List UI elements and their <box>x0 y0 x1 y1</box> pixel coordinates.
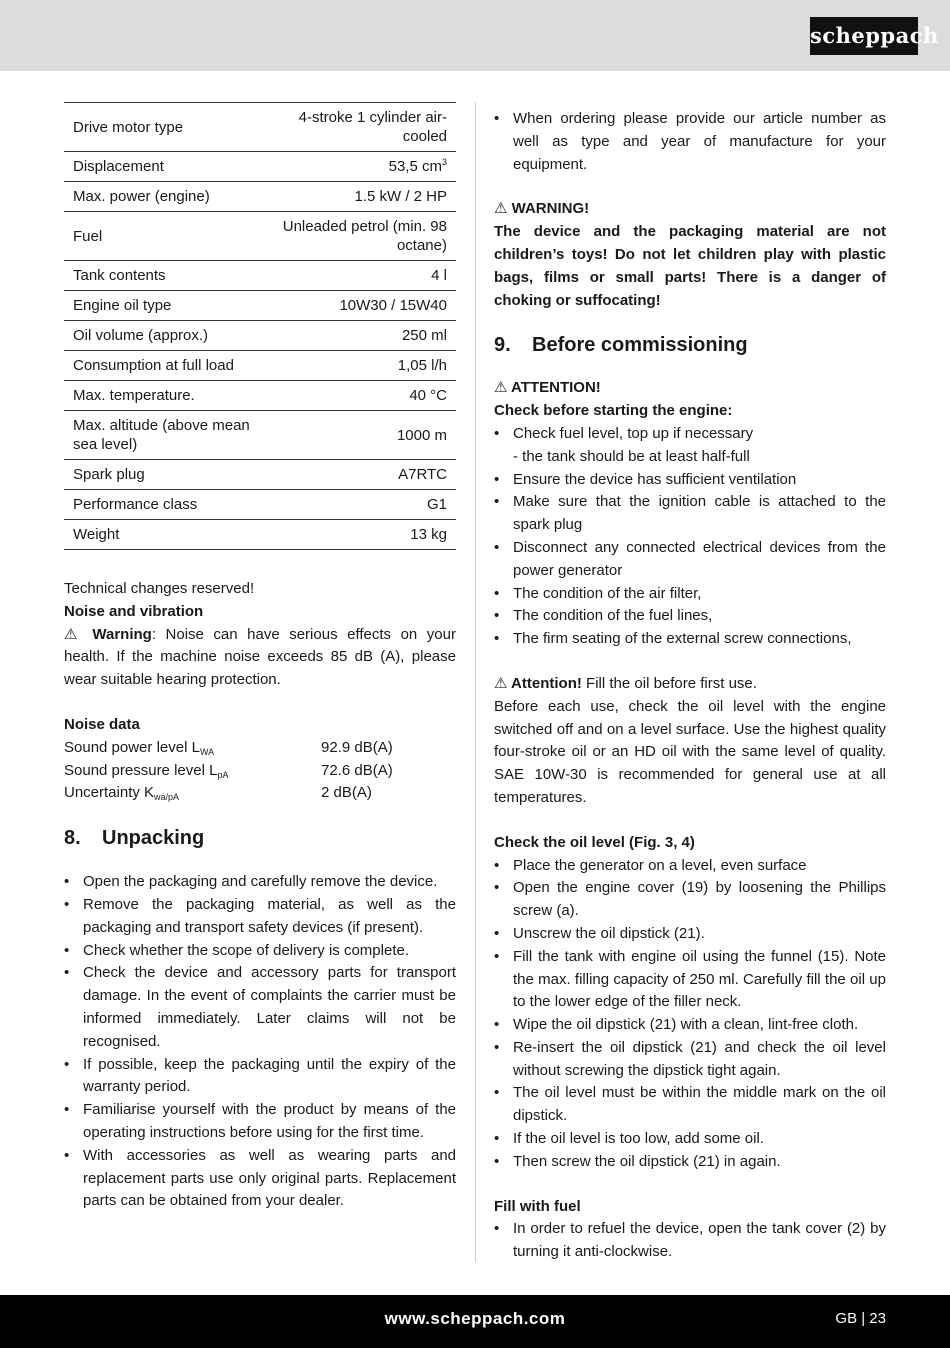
list-item: • In order to refuel the device, open the tank cover (2) by turning it anti-clockwise. <box>494 1220 886 1261</box>
list-item: • If the oil level is too low, add some oil. <box>494 1130 764 1148</box>
spec-value: A7RTC <box>263 460 456 490</box>
attention-note <box>494 673 886 696</box>
spec-label: Consumption at full load <box>64 351 263 381</box>
table-row <box>64 182 456 212</box>
table-row <box>64 212 456 261</box>
spec-table <box>64 102 456 550</box>
spec-value: 13 kg <box>263 520 456 550</box>
right-column <box>494 108 886 1264</box>
oil-level-heading: Check the oil level (Fig. 3, 4) <box>494 833 695 851</box>
list-item: • Check fuel level, top up if necessary - the tank should be at least half-full <box>494 424 754 465</box>
check-heading: Check before starting the engine: <box>494 402 733 420</box>
list-item: • Disconnect any connected electrical devices from the power generator <box>494 538 886 579</box>
list-item: • The condition of the air filter, <box>494 584 702 602</box>
oil-paragraph: Before each use, check the oil level with the engine switched off and on a level surface. Use the highest quality four-stroke oil or an HD oil with the same level of quality. SAE 10W-30 is recommended for general use at all temperatures. <box>494 697 886 806</box>
noise-data-heading: Noise data <box>64 715 140 733</box>
spec-value: 1,05 l/h <box>263 351 456 381</box>
attention-label: ⚠ Attention! <box>494 674 582 692</box>
list-item: • Open the engine cover (19) by loosening the Phillips screw (a). <box>494 879 886 920</box>
spec-value: 53,5 $cm^3$ <box>263 152 456 182</box>
list-item: • Re-insert the oil dipstick (21) and check the oil level without screwing the dipstick tight again. <box>494 1038 886 1079</box>
spec-value: 10W30 / 15W40 <box>263 291 456 321</box>
spec-label: Max. power (engine) <box>64 182 263 212</box>
list-item: • Fill the tank with engine oil using the funnel (15). Note the max. filling capacity of 250 ml. Carefully fill the oil up to the lower edge of the filler neck. <box>494 947 886 1011</box>
noise-row: Sound power level $L_{WA}$ 92.9 dB(A) <box>64 738 393 757</box>
page-number: GB | 23 <box>835 1310 886 1327</box>
table-row <box>64 490 456 520</box>
section-title: Before commissioning <box>532 334 748 357</box>
table-row <box>64 321 456 351</box>
left-column <box>64 102 456 1213</box>
spec-label: Max. temperature. <box>64 381 263 411</box>
list-item: • Wipe the oil dipstick (21) with a clean, lint-free cloth. <box>494 1016 859 1034</box>
noise-row: Sound pressure level $L_{pA}$ 72.6 dB(A) <box>64 761 393 780</box>
section-number: 9. <box>494 334 511 357</box>
column-divider <box>475 102 476 1262</box>
ordering-list <box>494 108 886 176</box>
unpacking-list <box>64 871 456 1213</box>
warning-label: Warning <box>92 625 152 643</box>
spec-label: Max. altitude (above mean sea level) <box>64 411 263 460</box>
spec-value: 4 l <box>263 261 456 291</box>
table-row <box>64 351 456 381</box>
spec-label: Oil volume (approx.) <box>64 321 263 351</box>
list-item: • Place the generator on a level, even surface <box>494 856 807 874</box>
table-row <box>64 381 456 411</box>
table-row <box>64 460 456 490</box>
list-item: • When ordering please provide our article number as well as type and year of manufacture for your equipment. <box>494 110 886 173</box>
table-row <box>64 103 456 152</box>
spec-value: 250 ml <box>263 321 456 351</box>
table-row <box>64 411 456 460</box>
table-row <box>64 152 456 182</box>
list-item: • Familiarise yourself with the product by means of the operating instructions before using for the first time. <box>64 1101 456 1141</box>
spec-value: G1 <box>263 490 456 520</box>
spec-label: Weight <box>64 520 263 550</box>
spec-label: Engine oil type <box>64 291 263 321</box>
list-item: • Remove the packaging material, as well as the packaging and transport safety devices (if present). <box>64 895 456 936</box>
spec-label: Fuel <box>64 212 263 261</box>
list-item: • If possible, keep the packaging until the expiry of the warranty period. <box>64 1055 456 1096</box>
brand-logo: scheppach <box>810 17 918 55</box>
list-item: • The oil level must be within the middle mark on the oil dipstick. <box>494 1084 886 1125</box>
warning-icon: ⚠ <box>64 625 83 643</box>
warning-text: : Noise can have serious effects on your health. If the machine noise exceeds 85 dB (A), please wear suitable hearing protection. <box>64 625 456 689</box>
technical-changes-note: Technical changes reserved! <box>64 580 255 597</box>
oil-level-list <box>494 855 886 1174</box>
noise-warning <box>64 624 456 692</box>
website-url: www.scheppach.com <box>384 1309 566 1328</box>
warning-heading: ⚠ WARNING! <box>494 200 590 218</box>
list-item: • Then screw the oil dipstick (21) in again. <box>494 1152 781 1170</box>
spec-value: 1.5 kW / 2 HP <box>263 182 456 212</box>
attention-text: Fill the oil before first use. <box>581 674 757 692</box>
check-list <box>494 423 886 651</box>
list-item: • Check the device and accessory parts for transport damage. In the event of complaints the carrier must be informed immediately. Later claims will not be recognised. <box>64 964 456 1050</box>
spec-value: 40 °C <box>263 381 456 411</box>
list-item: • Check whether the scope of delivery is complete. <box>64 941 409 959</box>
section-number: 8. <box>64 827 81 850</box>
attention-heading: ⚠ ATTENTION! <box>494 379 601 397</box>
list-item: • Open the packaging and carefully remove the device. <box>64 873 438 891</box>
section-9-heading <box>494 332 886 358</box>
spec-label: Performance class <box>64 490 263 520</box>
fuel-heading: Fill with fuel <box>494 1197 581 1215</box>
table-row <box>64 291 456 321</box>
spec-label: Spark plug <box>64 460 263 490</box>
footer-bar <box>0 1295 950 1348</box>
noise-row: Uncertainty $K_{wa/pA}$ 2 dB(A) <box>64 784 372 803</box>
spec-label: Displacement <box>64 152 263 182</box>
list-item: • Ensure the device has sufficient ventilation <box>494 470 797 488</box>
spec-label: Drive motor type <box>64 103 263 152</box>
spec-value: Unleaded petrol (min. 98 octane) <box>263 212 456 261</box>
list-item: • Unscrew the oil dipstick (21). <box>494 924 705 942</box>
list-item: • Make sure that the ignition cable is attached to the spark plug <box>494 493 886 534</box>
warning-text: The device and the packaging material are not children’s toys! Do not let children play with plastic bags, films or small parts! There is a danger of choking or suffocating! <box>494 223 886 309</box>
table-row <box>64 261 456 291</box>
noise-heading: Noise and vibration <box>64 602 204 620</box>
table-row <box>64 520 456 550</box>
section-8-heading <box>64 825 456 851</box>
list-item: • The condition of the fuel lines, <box>494 607 713 625</box>
spec-value: 4-stroke 1 cylinder air-cooled <box>263 103 456 152</box>
section-title: Unpacking <box>102 827 205 850</box>
spec-value: 1000 m <box>263 411 456 460</box>
spec-label: Tank contents <box>64 261 263 291</box>
fuel-list <box>494 1218 886 1264</box>
header-bar <box>0 0 950 71</box>
list-item: • The firm seating of the external screw connections, <box>494 630 852 648</box>
noise-data-list <box>64 737 456 805</box>
list-item: • With accessories as well as wearing parts and replacement parts use only original parts. Replacement parts can be obtained from your dealer. <box>64 1146 456 1210</box>
